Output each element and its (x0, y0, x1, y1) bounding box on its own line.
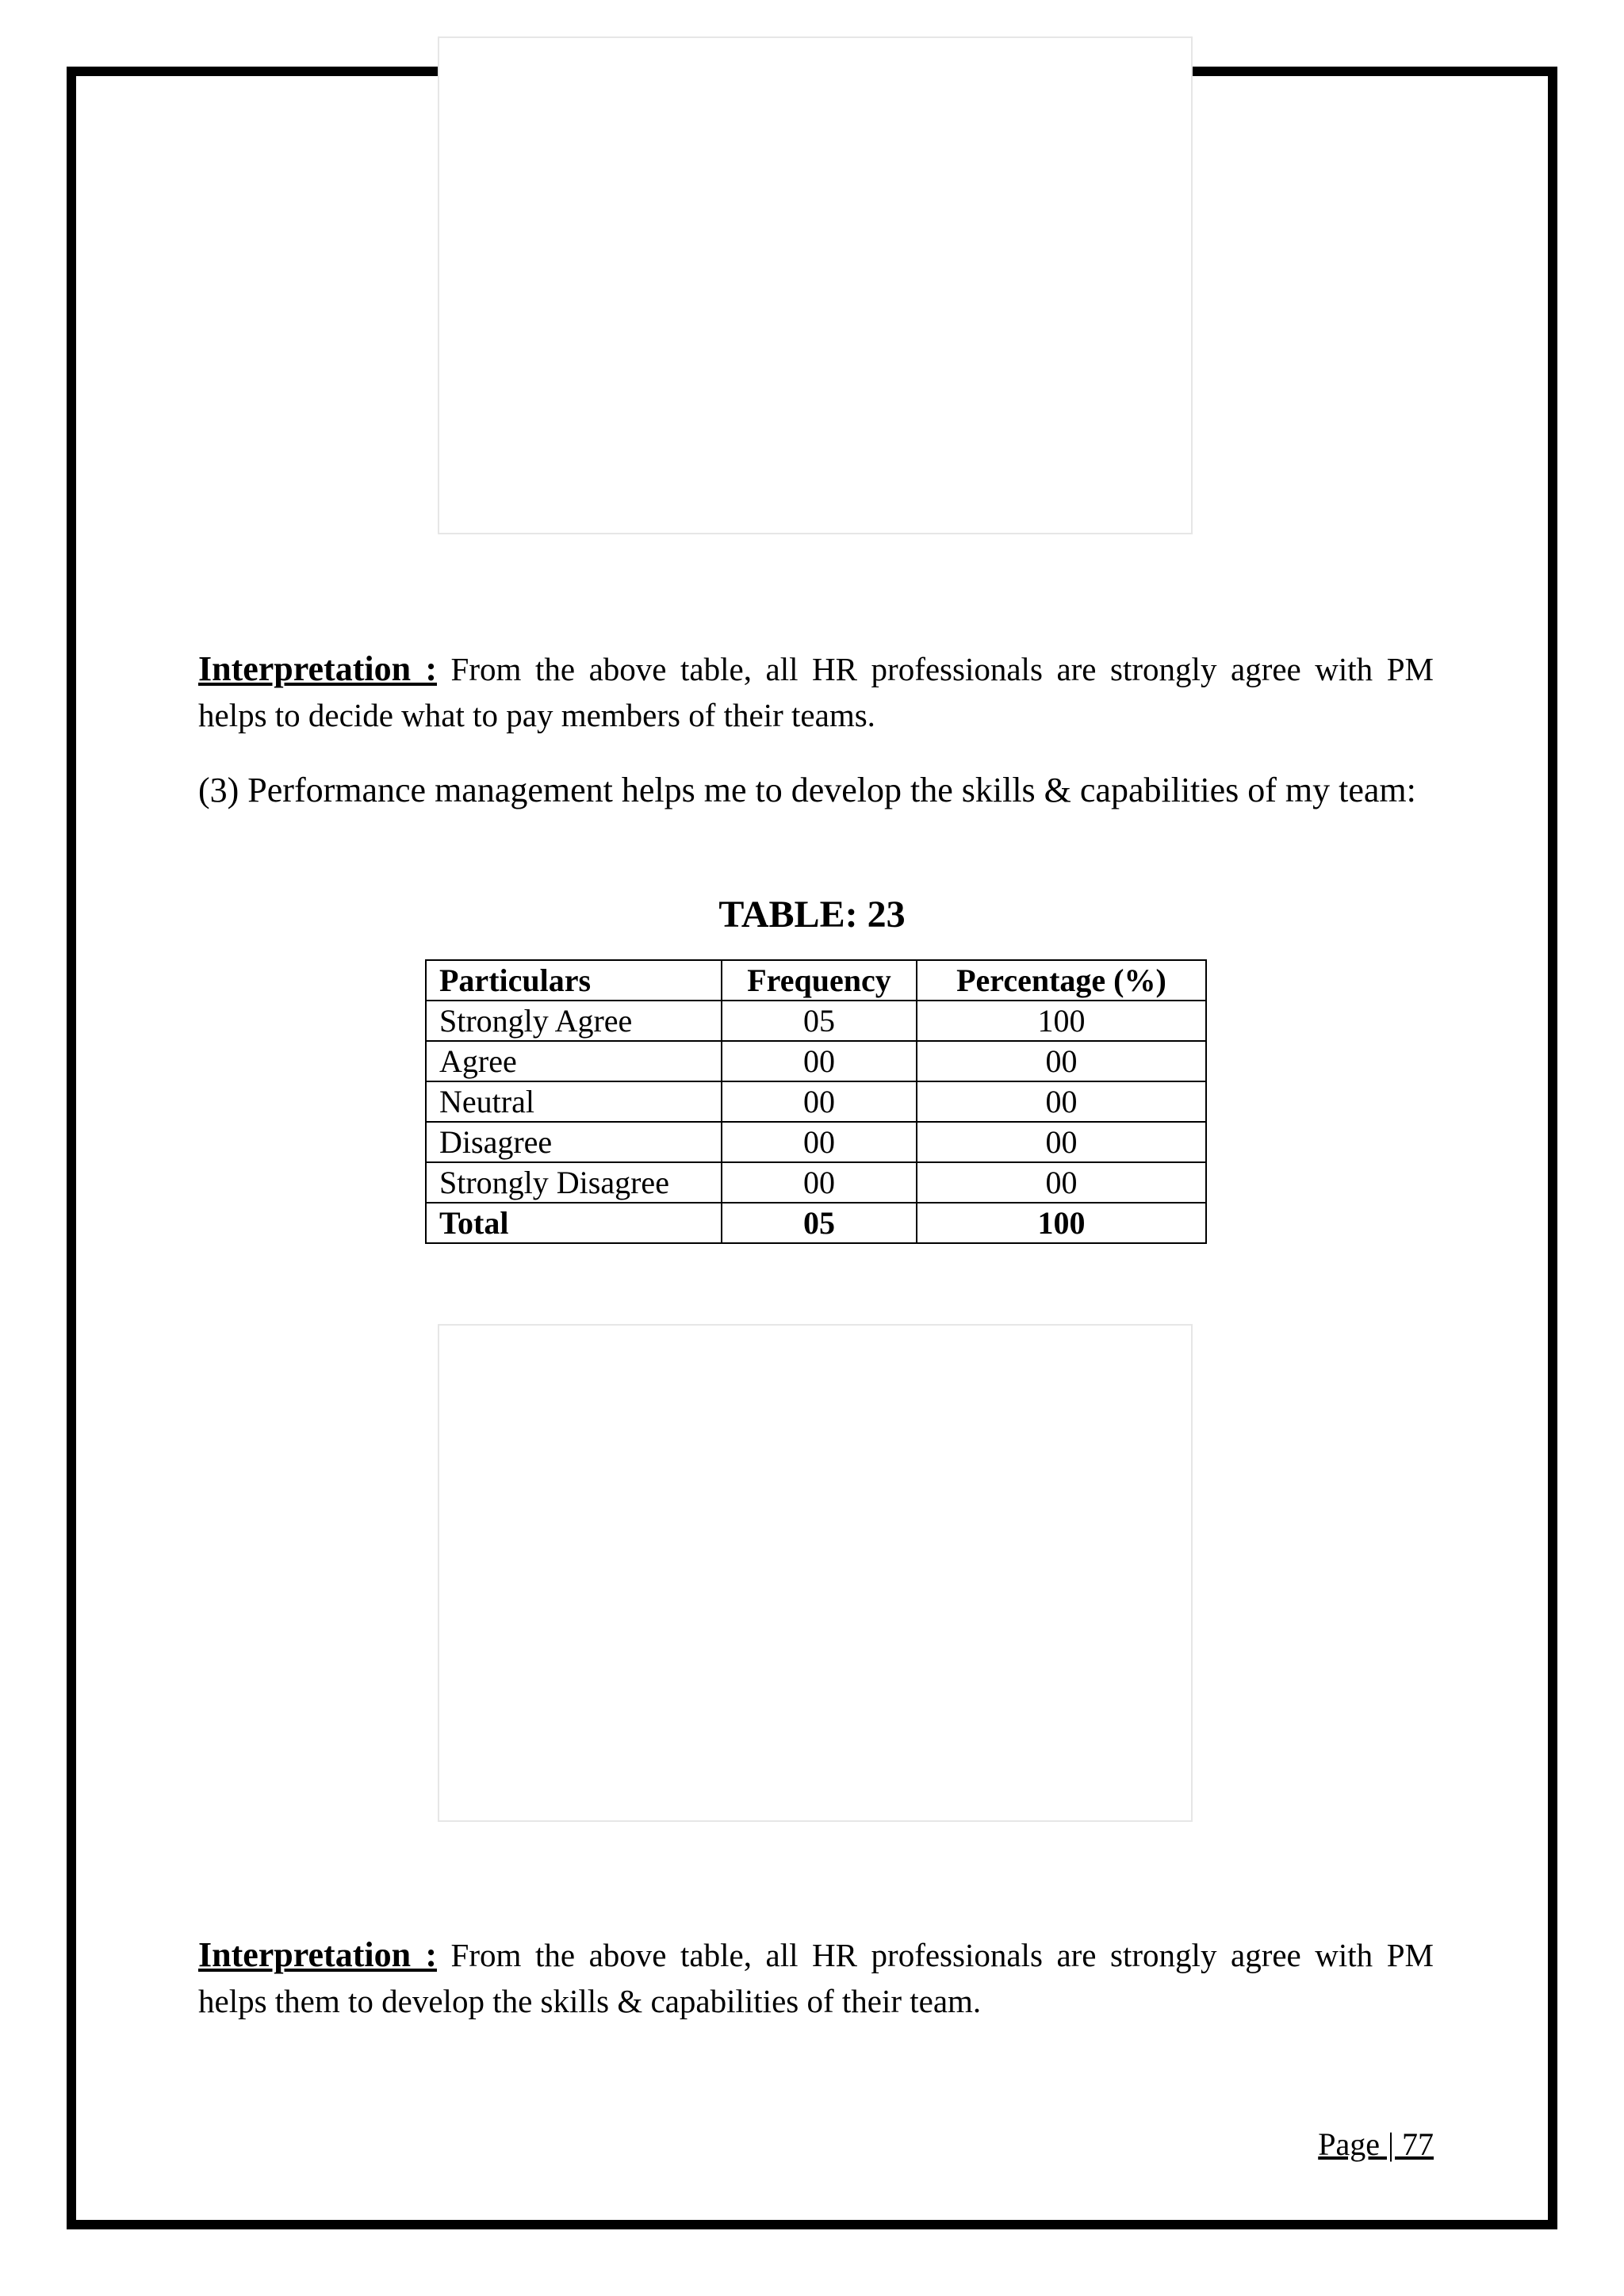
cell-frequency: 00 (722, 1162, 917, 1203)
header-frequency: Frequency (722, 960, 917, 1001)
cell-particular: Agree (426, 1041, 722, 1081)
table-title: TABLE: 23 (718, 894, 906, 936)
table-total-row (426, 1203, 1206, 1243)
header-percentage: Percentage (%) (917, 960, 1206, 1001)
interpretation-label: Interpretation : (198, 1935, 437, 1974)
cell-percentage: 00 (917, 1041, 1206, 1081)
table-row (426, 1041, 1206, 1081)
interpretation-paragraph-1 (198, 646, 1434, 738)
frequency-table (425, 959, 1207, 1244)
header-particulars: Particulars (426, 960, 722, 1001)
cell-particular: Disagree (426, 1122, 722, 1162)
interpretation-text: From the above table, all HR professionals are strongly agree with PM helps them to develop the skills & capabilities of their team. (198, 1937, 1434, 2019)
cell-particular: Neutral (426, 1081, 722, 1122)
cell-percentage: 00 (917, 1122, 1206, 1162)
cell-frequency: 05 (722, 1203, 917, 1243)
table-header-row (426, 960, 1206, 1001)
cell-frequency: 00 (722, 1081, 917, 1122)
cell-percentage: 100 (917, 1203, 1206, 1243)
chart-placeholder-bottom (438, 1324, 1193, 1822)
cell-percentage: 100 (917, 1001, 1206, 1041)
interpretation-label: Interpretation : (198, 649, 437, 688)
cell-percentage: 00 (917, 1081, 1206, 1122)
page-number: Page | 77 (1318, 2126, 1434, 2162)
interpretation-text: From the above table, all HR professionals are strongly agree with PM helps to decide what to pay members of their teams. (198, 651, 1434, 733)
cell-frequency: 00 (722, 1122, 917, 1162)
table-row (426, 1001, 1206, 1041)
cell-percentage: 00 (917, 1162, 1206, 1203)
cell-particular: Strongly Disagree (426, 1162, 722, 1203)
table-row (426, 1162, 1206, 1203)
table-row (426, 1122, 1206, 1162)
interpretation-paragraph-2 (198, 1932, 1434, 2024)
cell-frequency: 05 (722, 1001, 917, 1041)
cell-particular: Strongly Agree (426, 1001, 722, 1041)
survey-question: (3) Performance management helps me to develop the skills & capabilities of my team: (198, 771, 1416, 809)
table-row (426, 1081, 1206, 1122)
cell-frequency: 00 (722, 1041, 917, 1081)
chart-placeholder-top (438, 36, 1193, 534)
cell-particular: Total (426, 1203, 722, 1243)
